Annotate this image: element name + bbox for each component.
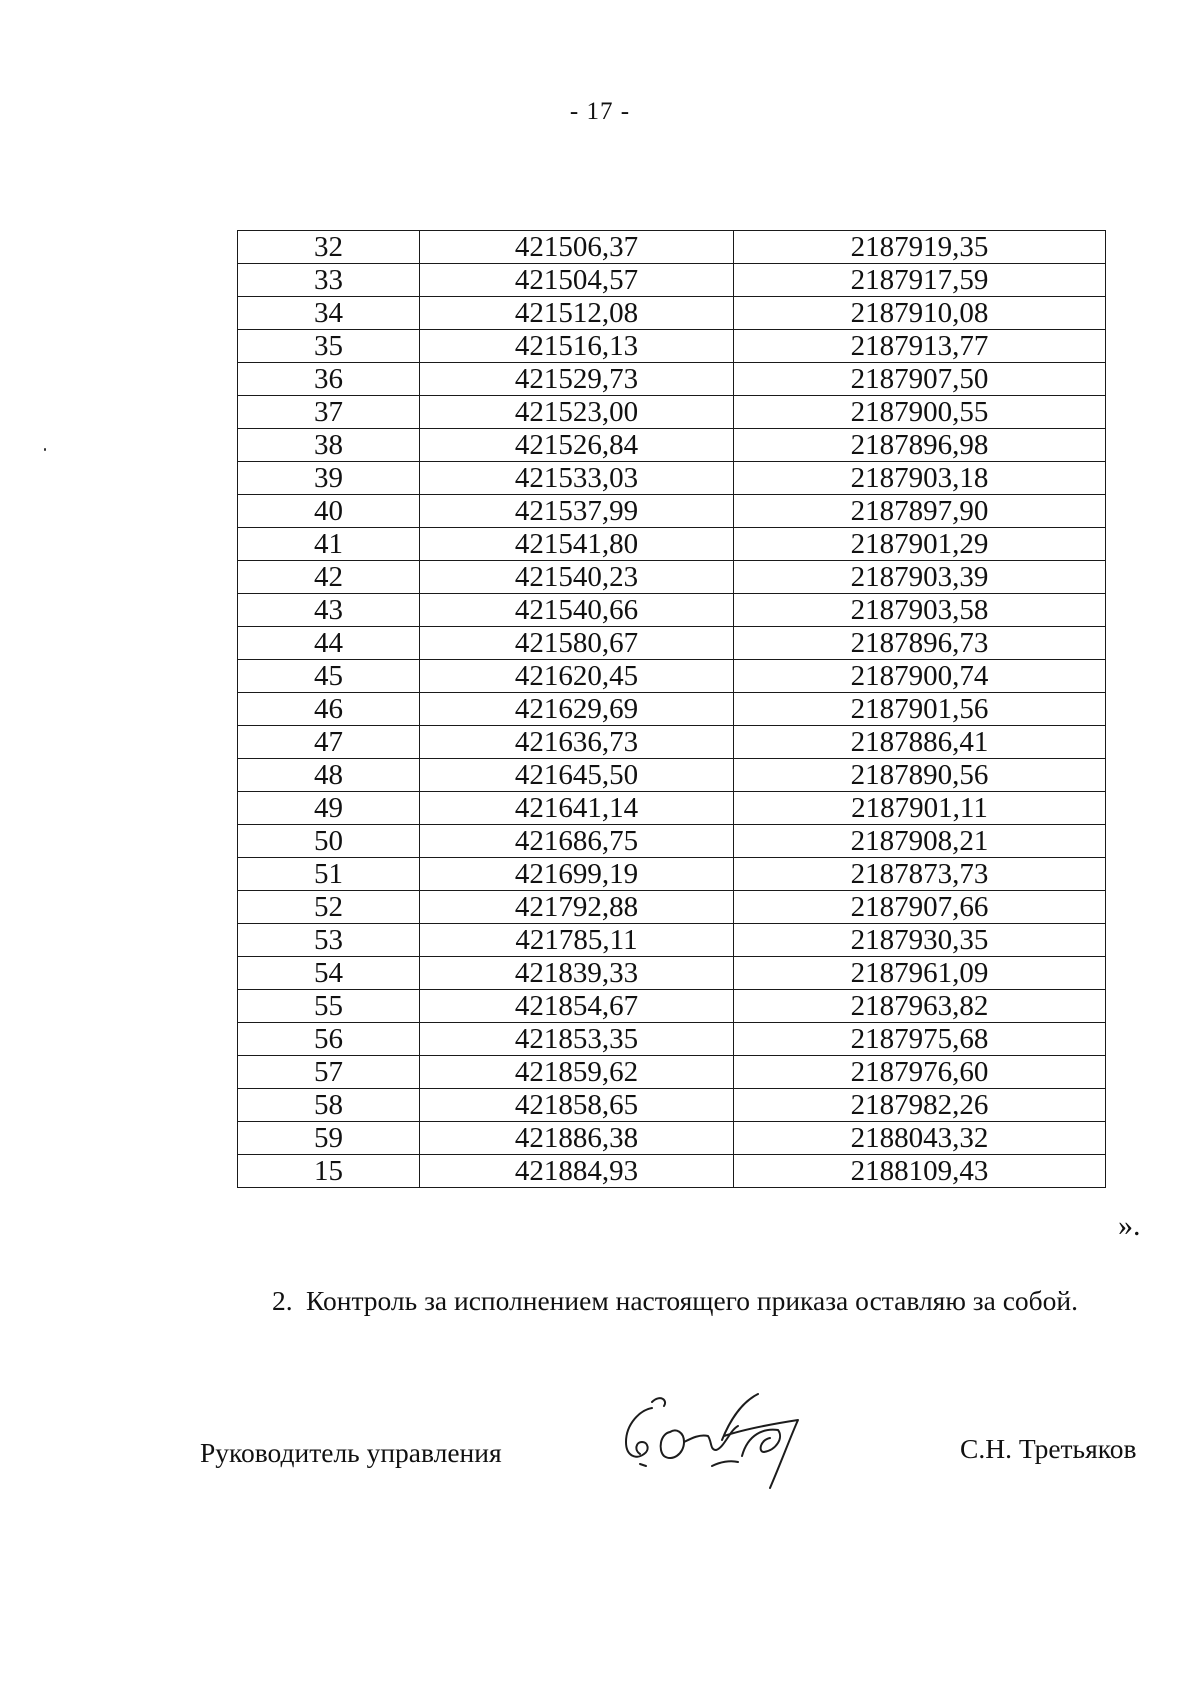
x-coordinate-cell: 421533,03 [420,462,734,495]
point-number-cell: 53 [238,924,420,957]
point-number-cell: 55 [238,990,420,1023]
x-coordinate-cell: 421540,23 [420,561,734,594]
point-number-cell: 35 [238,330,420,363]
table-row [238,297,1106,330]
y-coordinate-cell: 2188043,32 [734,1122,1106,1155]
point-number-cell: 37 [238,396,420,429]
point-number-cell: 41 [238,528,420,561]
y-coordinate-cell: 2187907,66 [734,891,1106,924]
point-number-cell: 46 [238,693,420,726]
y-coordinate-cell: 2187901,29 [734,528,1106,561]
y-coordinate-cell: 2187919,35 [734,231,1106,264]
point-number-cell: 50 [238,825,420,858]
table-row [238,891,1106,924]
y-coordinate-cell: 2187886,41 [734,726,1106,759]
point-number-cell: 40 [238,495,420,528]
point-number-cell: 51 [238,858,420,891]
point-number-cell: 33 [238,264,420,297]
handwritten-signature [612,1380,812,1500]
y-coordinate-cell: 2187897,90 [734,495,1106,528]
point-number-cell: 57 [238,1056,420,1089]
y-coordinate-cell: 2187907,50 [734,363,1106,396]
point-number-cell: 38 [238,429,420,462]
table-row [238,693,1106,726]
table-row [238,396,1106,429]
y-coordinate-cell: 2188109,43 [734,1155,1106,1188]
y-coordinate-cell: 2187975,68 [734,1023,1106,1056]
clause-2 [272,1285,1078,1317]
x-coordinate-cell: 421629,69 [420,693,734,726]
table-row [238,1155,1106,1188]
x-coordinate-cell: 421859,62 [420,1056,734,1089]
point-number-cell: 44 [238,627,420,660]
coordinates-table-body [238,231,1106,1188]
table-row [238,1023,1106,1056]
x-coordinate-cell: 421854,67 [420,990,734,1023]
table-row [238,429,1106,462]
x-coordinate-cell: 421839,33 [420,957,734,990]
table-row [238,1056,1106,1089]
point-number-cell: 15 [238,1155,420,1188]
table-row [238,825,1106,858]
y-coordinate-cell: 2187896,73 [734,627,1106,660]
point-number-cell: 34 [238,297,420,330]
x-coordinate-cell: 421523,00 [420,396,734,429]
table-row [238,363,1106,396]
page-number: - 17 - [569,98,631,125]
point-number-cell: 48 [238,759,420,792]
y-coordinate-cell: 2187982,26 [734,1089,1106,1122]
x-coordinate-cell: 421641,14 [420,792,734,825]
table-row [238,462,1106,495]
y-coordinate-cell: 2187903,18 [734,462,1106,495]
table-row [238,990,1106,1023]
y-coordinate-cell: 2187930,35 [734,924,1106,957]
closing-quote: ». [1118,1209,1141,1242]
x-coordinate-cell: 421541,80 [420,528,734,561]
y-coordinate-cell: 2187913,77 [734,330,1106,363]
point-number-cell: 56 [238,1023,420,1056]
point-number-cell: 45 [238,660,420,693]
x-coordinate-cell: 421785,11 [420,924,734,957]
x-coordinate-cell: 421636,73 [420,726,734,759]
table-row [238,792,1106,825]
y-coordinate-cell: 2187901,11 [734,792,1106,825]
point-number-cell: 49 [238,792,420,825]
table-row [238,957,1106,990]
y-coordinate-cell: 2187908,21 [734,825,1106,858]
x-coordinate-cell: 421504,57 [420,264,734,297]
table-row [238,330,1106,363]
scan-speck [44,448,46,451]
x-coordinate-cell: 421529,73 [420,363,734,396]
y-coordinate-cell: 2187873,73 [734,858,1106,891]
y-coordinate-cell: 2187910,08 [734,297,1106,330]
table-row [238,594,1106,627]
x-coordinate-cell: 421858,65 [420,1089,734,1122]
x-coordinate-cell: 421580,67 [420,627,734,660]
y-coordinate-cell: 2187903,39 [734,561,1106,594]
y-coordinate-cell: 2187917,59 [734,264,1106,297]
table-row [238,858,1106,891]
y-coordinate-cell: 2187976,60 [734,1056,1106,1089]
y-coordinate-cell: 2187896,98 [734,429,1106,462]
point-number-cell: 52 [238,891,420,924]
y-coordinate-cell: 2187900,74 [734,660,1106,693]
point-number-cell: 32 [238,231,420,264]
table-row [238,561,1106,594]
signer-name: С.Н. Третьяков [960,1433,1137,1464]
clause-text: Контроль за исполнением настоящего приказа оставляю за собой. [306,1285,1078,1316]
clause-number: 2. [272,1285,293,1316]
table-row [238,1122,1106,1155]
x-coordinate-cell: 421792,88 [420,891,734,924]
point-number-cell: 42 [238,561,420,594]
table-row [238,1089,1106,1122]
x-coordinate-cell: 421540,66 [420,594,734,627]
point-number-cell: 54 [238,957,420,990]
y-coordinate-cell: 2187963,82 [734,990,1106,1023]
x-coordinate-cell: 421506,37 [420,231,734,264]
x-coordinate-cell: 421884,93 [420,1155,734,1188]
table-row [238,231,1106,264]
signer-position: Руководитель управления [200,1437,502,1468]
point-number-cell: 43 [238,594,420,627]
x-coordinate-cell: 421526,84 [420,429,734,462]
y-coordinate-cell: 2187961,09 [734,957,1106,990]
y-coordinate-cell: 2187903,58 [734,594,1106,627]
coordinates-table [237,230,1106,1188]
x-coordinate-cell: 421886,38 [420,1122,734,1155]
x-coordinate-cell: 421620,45 [420,660,734,693]
table-row [238,660,1106,693]
table-row [238,627,1106,660]
point-number-cell: 59 [238,1122,420,1155]
x-coordinate-cell: 421516,13 [420,330,734,363]
table-row [238,264,1106,297]
y-coordinate-cell: 2187890,56 [734,759,1106,792]
table-row [238,726,1106,759]
point-number-cell: 36 [238,363,420,396]
table-row [238,495,1106,528]
y-coordinate-cell: 2187901,56 [734,693,1106,726]
point-number-cell: 47 [238,726,420,759]
table-row [238,528,1106,561]
x-coordinate-cell: 421853,35 [420,1023,734,1056]
x-coordinate-cell: 421645,50 [420,759,734,792]
table-row [238,759,1106,792]
x-coordinate-cell: 421537,99 [420,495,734,528]
x-coordinate-cell: 421512,08 [420,297,734,330]
point-number-cell: 58 [238,1089,420,1122]
x-coordinate-cell: 421699,19 [420,858,734,891]
y-coordinate-cell: 2187900,55 [734,396,1106,429]
point-number-cell: 39 [238,462,420,495]
table-row [238,924,1106,957]
x-coordinate-cell: 421686,75 [420,825,734,858]
